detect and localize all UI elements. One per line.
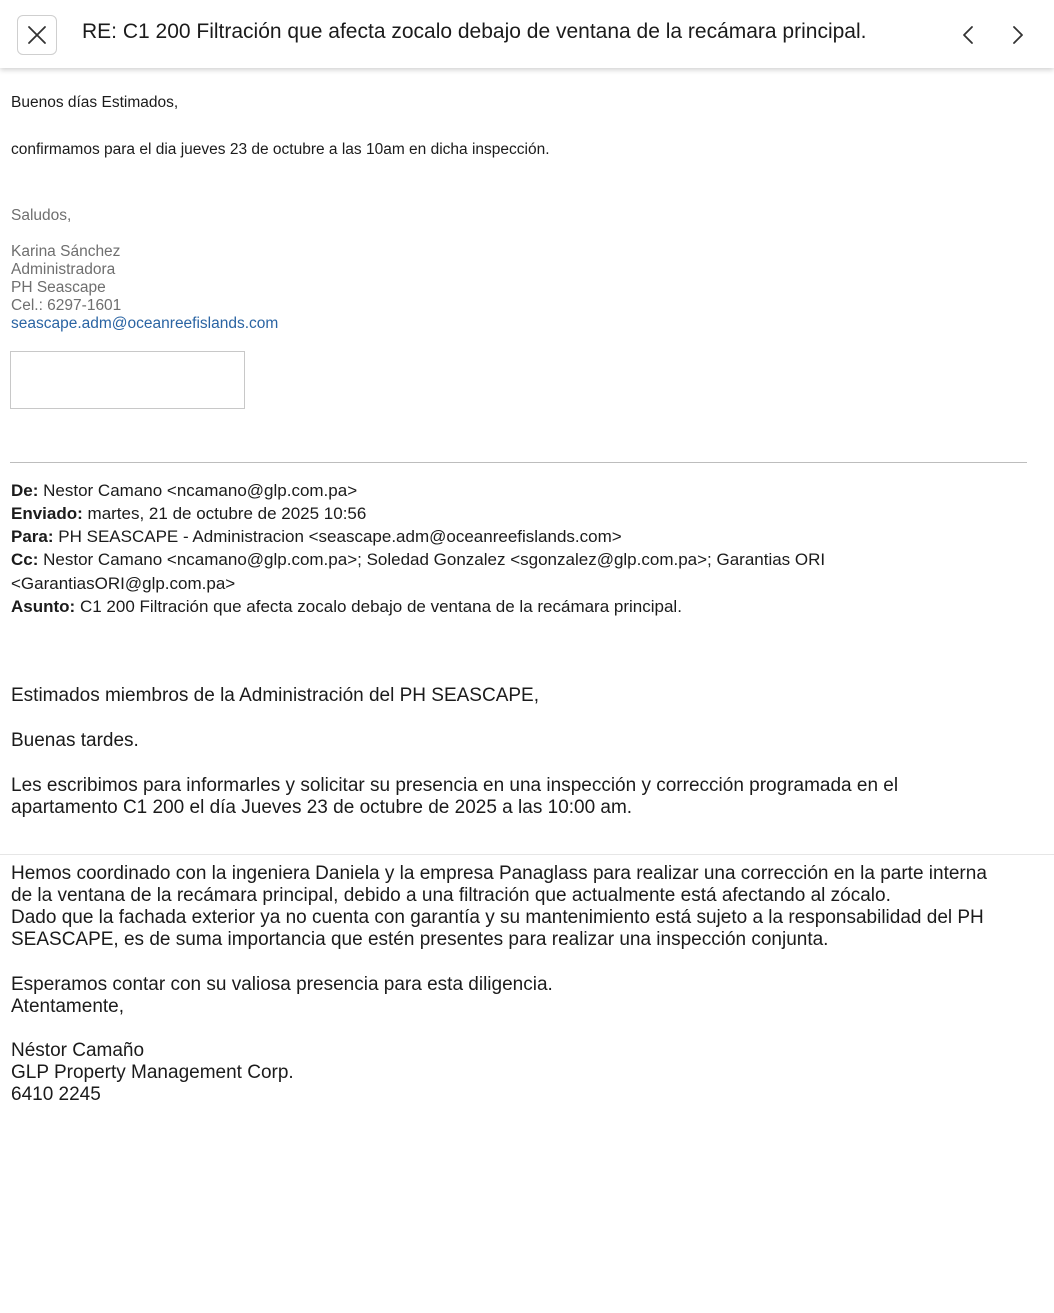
reply-greeting: Buenos días Estimados, <box>11 94 179 111</box>
signature-org: PH Seascape <box>11 279 106 296</box>
message-paragraph-line: Les escribimos para informarles y solicitar su presencia en una inspección y corrección programada en el <box>11 775 899 796</box>
message-paragraph-line: apartamento C1 200 el día Jueves 23 de octubre de 2025 a las 10:00 am. <box>11 797 633 818</box>
quote-divider <box>10 462 1027 463</box>
quoted-to <box>11 527 622 547</box>
quoted-cc-label: Cc: <box>11 550 39 569</box>
next-message-button[interactable] <box>1004 20 1032 50</box>
quoted-subject-value: C1 200 Filtración que afecta zocalo debajo de ventana de la recámara principal. <box>79 597 682 616</box>
chevron-left-icon <box>961 24 975 46</box>
signature-phone: Cel.: 6297-1601 <box>11 297 122 314</box>
quoted-sent-label: Enviado: <box>11 504 83 523</box>
message-closing: Atentamente, <box>11 996 125 1017</box>
quoted-from <box>11 481 357 501</box>
signature-email-line <box>11 315 278 333</box>
quoted-cc-continued: <GarantiasORI@glp.com.pa> <box>11 574 236 593</box>
chevron-right-icon <box>1011 24 1025 46</box>
quoted-from-label: De: <box>11 481 39 500</box>
signature-role: Administradora <box>11 261 116 278</box>
reply-text: confirmamos para el dia jueves 23 de octubre a las 10am en dicha inspección. <box>11 141 550 158</box>
section-divider <box>0 854 1054 855</box>
signature-closing: Saludos, <box>11 207 72 224</box>
quoted-subject-label: Asunto: <box>11 597 76 616</box>
signature-name: Karina Sánchez <box>11 243 121 260</box>
previous-message-button[interactable] <box>954 20 982 50</box>
message-paragraph-line: Hemos coordinado con la ingeniera Daniela y la empresa Panaglass para realizar una corrección en la parte interna <box>11 863 987 884</box>
quoted-from-value: Nestor Camano <ncamano@glp.com.pa> <box>43 481 358 500</box>
message-paragraph-line: SEASCAPE, es de suma importancia que estén presentes para realizar una inspección conjunta. <box>11 929 829 950</box>
quoted-sent-value: martes, 21 de octubre de 2025 10:56 <box>87 504 367 523</box>
message-paragraph-line: Esperamos contar con su valiosa presencia para esta diligencia. <box>11 974 553 995</box>
sender-company: GLP Property Management Corp. <box>11 1062 294 1083</box>
signature-image-placeholder <box>10 351 245 409</box>
message-salutation: Estimados miembros de la Administración del PH SEASCAPE, <box>11 685 539 706</box>
quoted-sent <box>11 504 366 524</box>
quoted-to-value: PH SEASCAPE - Administracion <seascape.adm@oceanreefislands.com> <box>58 527 622 546</box>
message-paragraph-line: Dado que la fachada exterior ya no cuenta con garantía y su mantenimiento está sujeto a la responsabilidad del PH <box>11 907 984 928</box>
sender-name: Néstor Camaño <box>11 1040 145 1061</box>
quoted-cc <box>11 550 825 570</box>
quoted-to-label: Para: <box>11 527 54 546</box>
quoted-cc-value: Nestor Camano <ncamano@glp.com.pa>; Soledad Gonzalez <sgonzalez@glp.com.pa>; Garantias ORI <box>43 550 826 569</box>
close-button[interactable] <box>17 15 57 55</box>
quoted-subject <box>11 597 682 617</box>
message-greeting: Buenas tardes. <box>11 730 139 751</box>
signature-email-link[interactable]: seascape.adm@oceanreefislands.com <box>11 315 279 332</box>
message-paragraph-line: de la ventana de la recámara principal, debido a una filtración que actualmente está afectando al zócalo. <box>11 885 891 906</box>
sender-phone: 6410 2245 <box>11 1084 101 1105</box>
message-subject: RE: C1 200 Filtración que afecta zocalo debajo de ventana de la recámara principal. <box>82 20 867 43</box>
close-icon <box>27 25 47 45</box>
message-header-bar <box>0 0 1054 68</box>
